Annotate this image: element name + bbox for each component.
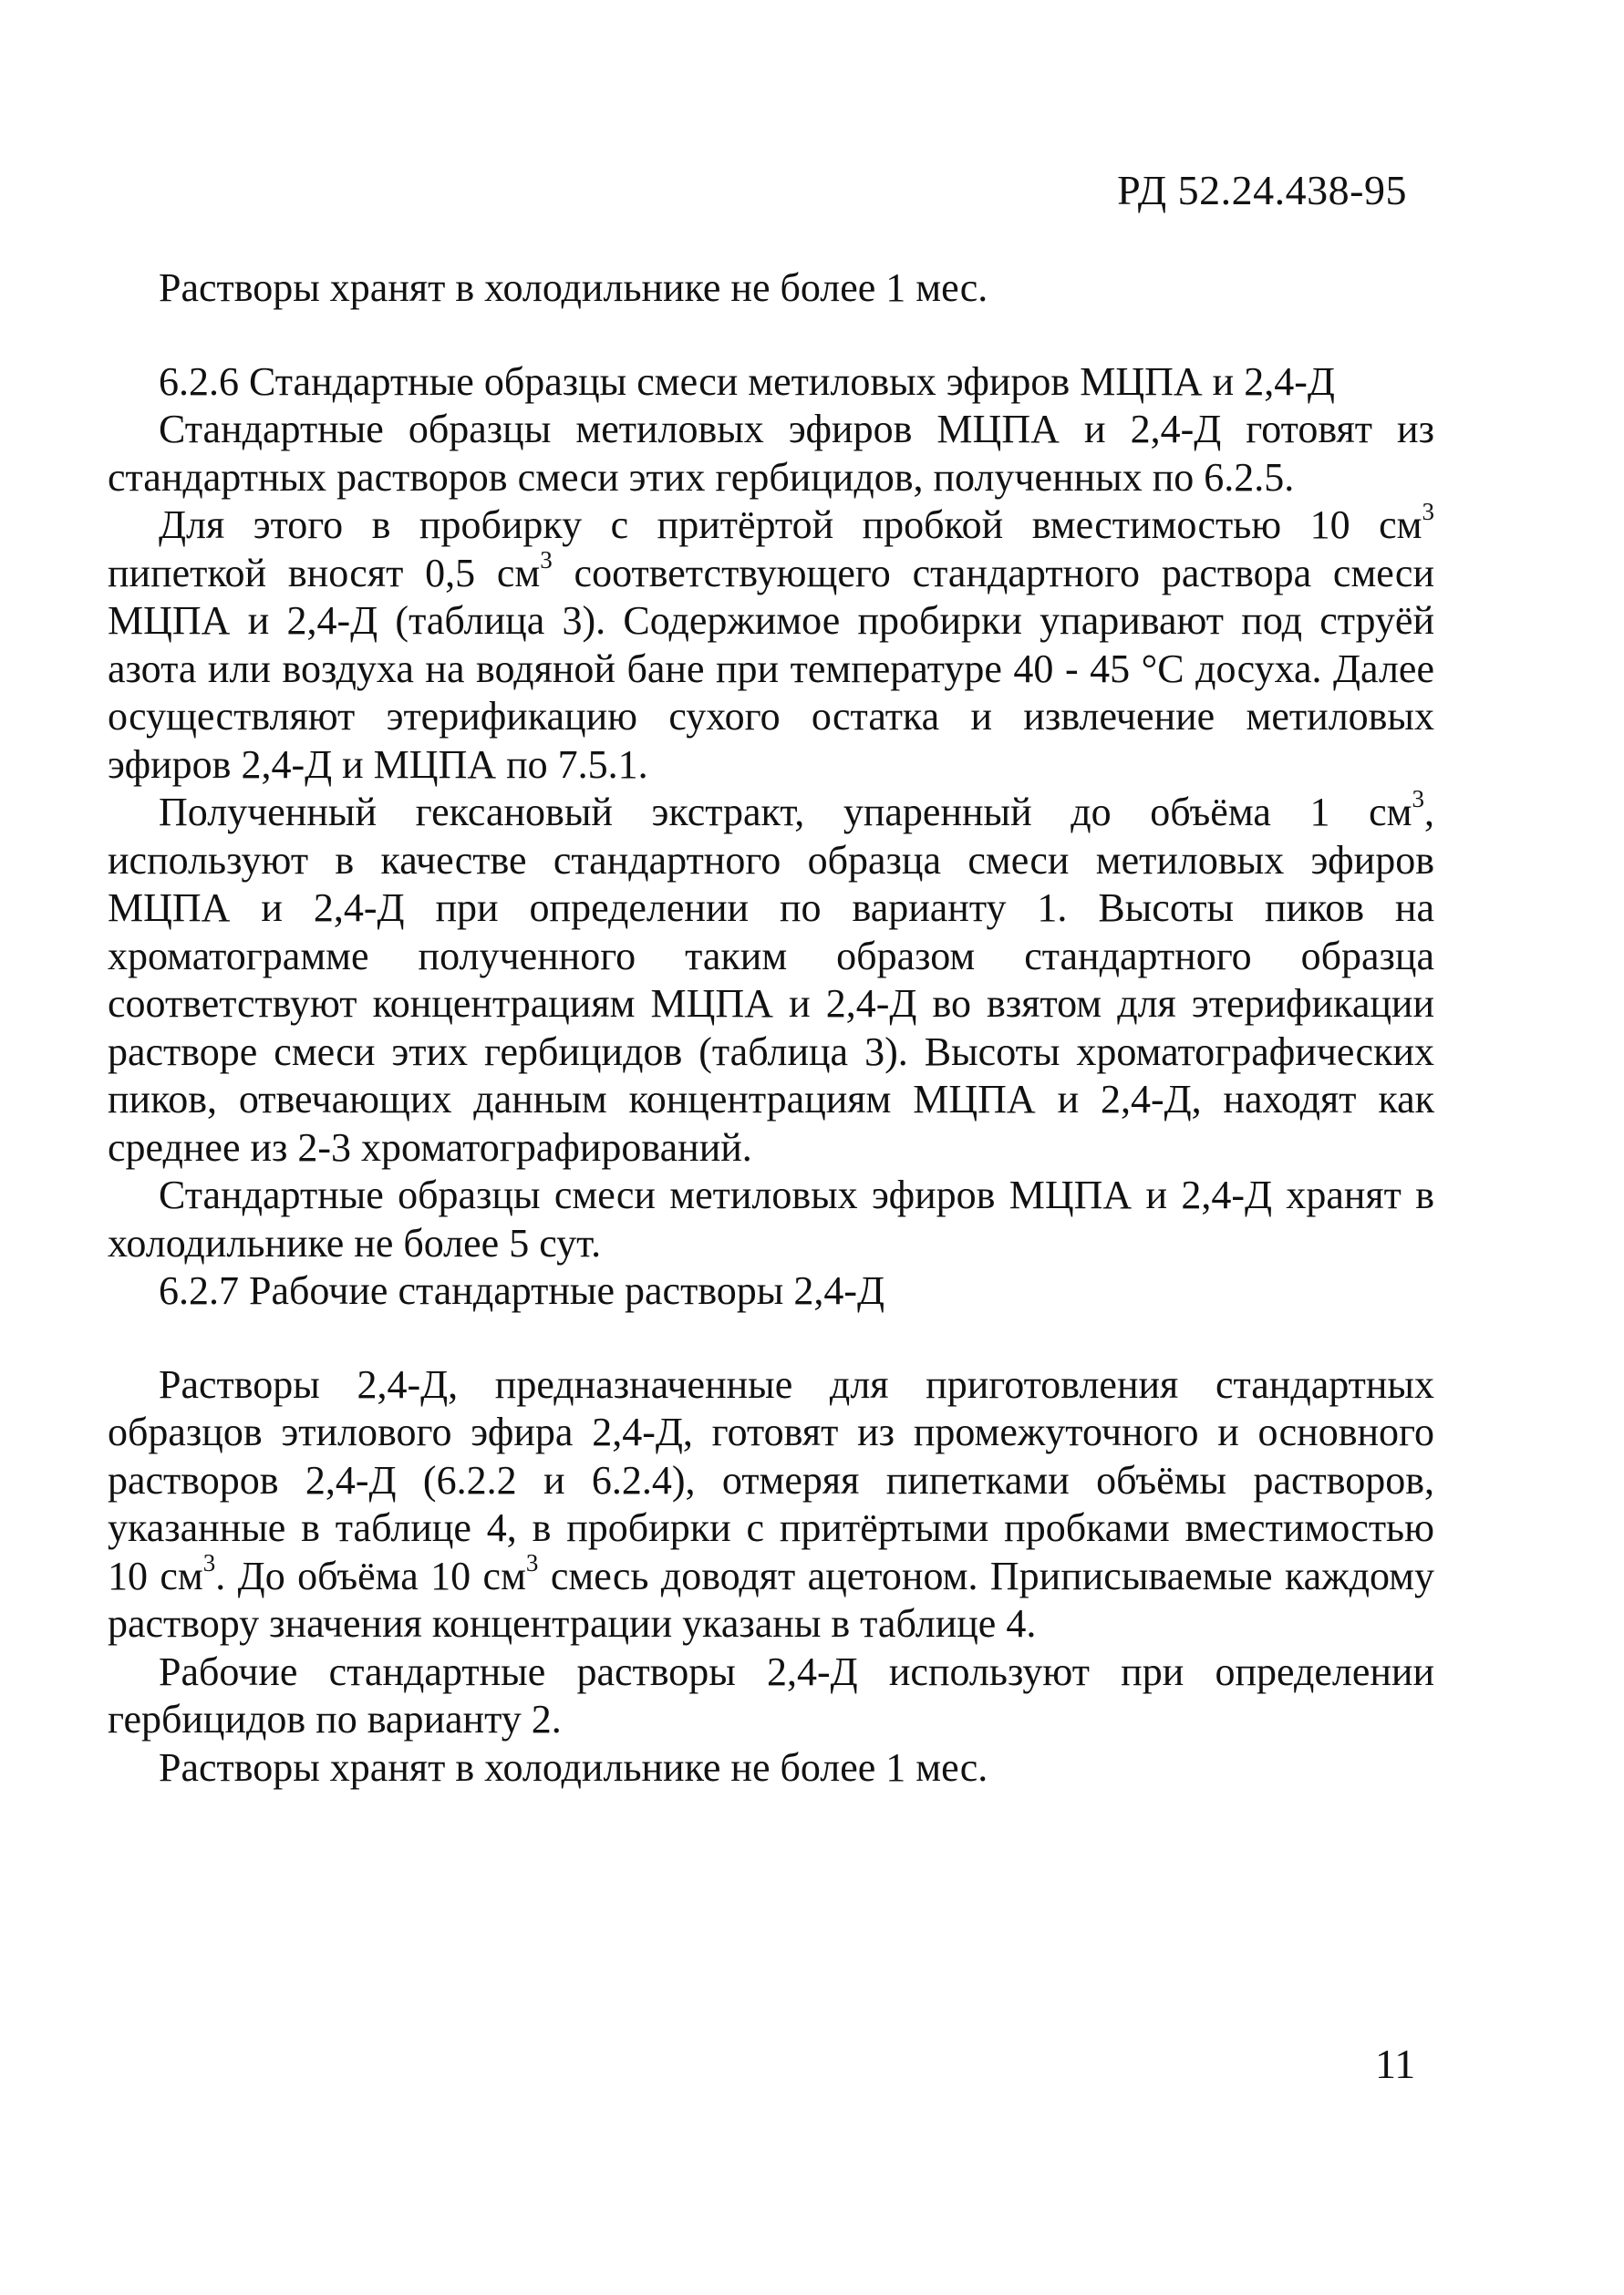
- paragraph-usage: Рабочие стандартные растворы 2,4-Д используют при определении гербицидов по варианту 2.: [108, 1649, 1434, 1742]
- paragraph-storage-note-1: Растворы хранят в холодильнике не более 1 мес.: [159, 265, 988, 310]
- paragraph-procedure-text-b: пипеткой вносят 0,5 см: [108, 550, 541, 595]
- paragraph-procedure-text-c: соответствующего стандартного раствора смеси МЦПА и 2,4-Д (таблица 3). Содержимое пробирки упаривают под струёй азота или воздуха на водяной бане при температуре 40 - 45 °С досуха. Далее осуществляют этерификацию сухого остатка и извлечение метиловых эфиров 2,4-Д и МЦПА по 7.5.1.: [108, 550, 1434, 787]
- paragraph-hexane-text-b: , используют в качестве стандартного образца смеси метиловых эфиров МЦПА и 2,4-Д при определении по варианту 1. Высоты пиков на хроматограмме полученного таким образом стандартного образца соответствуют концентрациям МЦПА и 2,4-Д во взятом для этерификации растворе смеси этих гербицидов (таблица 3). Высоты хроматографических пиков, отвечающих данным концентрациям МЦПА и 2,4-Д, находят как среднее из 2-3 хроматографирований.: [108, 790, 1434, 1170]
- paragraph-procedure: [108, 498, 1434, 789]
- paragraph-working-text-c: смесь доводят ацетоном. Приписываемые каждому раствору значения концентрации указаны в таблице 4.: [108, 1553, 1435, 1646]
- paragraph-working-text-a: Растворы 2,4-Д, предназначенные для приготовления стандартных образцов этилового эфира 2,4-Д, готовят из промежуточного и основного растворов 2,4-Д (6.2.2 и 6.2.4), отмеряя пипетками объёмы растворов, указанные в таблице 4, в пробирки с притёртыми пробками вместимостью 10 см: [108, 1361, 1434, 1598]
- section-heading-6-2-6: 6.2.6 Стандартные образцы смеси метиловых эфиров МЦПА и 2,4-Д: [159, 358, 1335, 404]
- paragraph-working-solutions: [108, 1361, 1434, 1649]
- superscript-cube: 3: [202, 1548, 216, 1577]
- paragraph-hexane-text-a: Полученный гексановый экстракт, упаренный до объёма 1 см: [159, 790, 1412, 834]
- document-body: [108, 264, 1434, 1792]
- superscript-cube: 3: [1422, 498, 1434, 526]
- paragraph-storage-note-3: Растворы хранят в холодильнике не более 1 мес.: [159, 1744, 988, 1790]
- page-number: 11: [1375, 2041, 1416, 2087]
- document-code: РД 52.24.438-95: [1117, 167, 1407, 213]
- superscript-cube: 3: [525, 1548, 539, 1577]
- superscript-cube: 3: [1412, 785, 1424, 813]
- paragraph-hexane-extract: [108, 785, 1434, 1172]
- paragraph-storage-note-2: Стандартные образцы смеси метиловых эфиров МЦПА и 2,4-Д хранят в холодильнике не более 5 сут.: [108, 1173, 1434, 1266]
- paragraph-procedure-text-a: Для этого в пробирку с притёртой пробкой вместимостью 10 см: [159, 502, 1422, 547]
- paragraph-working-text-b: . До объёма 10 см: [215, 1553, 526, 1598]
- section-heading-6-2-7: 6.2.7 Рабочие стандартные растворы 2,4-Д: [159, 1268, 885, 1313]
- superscript-cube: 3: [540, 545, 553, 574]
- paragraph-standard-samples-preparation: Стандартные образцы метиловых эфиров МЦПА и 2,4-Д готовят из стандартных растворов смеси этих гербицидов, полученных по 6.2.5.: [108, 407, 1434, 500]
